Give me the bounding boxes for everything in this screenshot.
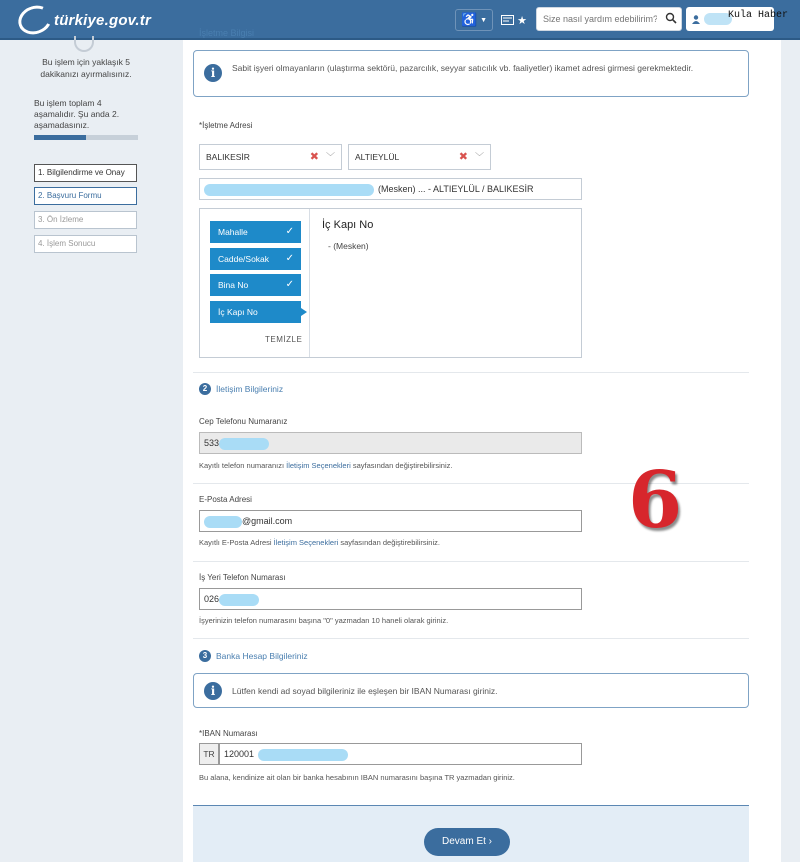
email-field[interactable] [199,510,582,532]
section-number: 2 [199,383,211,395]
address-step-label: Mahalle [218,227,248,237]
address-step-label: Cadde/Sokak [218,254,270,264]
workphone-hint: İşyerinizin telefon numarasını başına "0" yazmadan 10 haneli olarak giriniz. [199,616,449,625]
check-icon: ✓ [285,253,294,264]
address-step-cadde[interactable] [210,248,301,270]
user-icon [692,15,700,24]
email-label: E-Posta Adresi [199,495,252,504]
logo-text: türkiye.gov.tr [54,11,151,29]
contact-options-link[interactable]: İletişim Seçenekleri [273,538,339,547]
section3-header [199,650,308,662]
timer-icon [74,36,94,52]
email-hint [199,538,440,547]
divider [193,561,749,562]
address-line-text: (Mesken) ... - ALTIEYLÜL / BALIKESİR [378,184,534,194]
contact-options-link[interactable]: İletişim Seçenekleri [286,461,351,470]
step-info: Bu işlem toplam 4 aşamalıdır. Şu anda 2. aşamadasınız. [34,98,120,130]
phone-field [199,432,582,454]
district-select[interactable] [348,144,491,170]
inner-door-title: İç Kapı No [322,219,374,231]
search-box [536,7,682,31]
chevron-down-icon: ▼ [480,16,488,24]
card-icon [501,15,514,25]
section3-title: Banka Hesap Bilgileriniz [216,651,308,661]
hint-text: Kayıtlı telefon numaranızı [199,461,287,470]
form-footer [193,805,749,862]
hint-text: sayfasından değiştirebilirsiniz. [350,461,453,470]
workphone-field[interactable] [199,588,582,610]
clear-icon[interactable]: ✖ [309,151,319,163]
address-step-mahalle[interactable] [210,221,301,243]
iban-field[interactable] [219,743,582,765]
iban-value: 120001 [224,749,255,759]
accessibility-button[interactable] [455,9,493,31]
info-box-address [193,50,749,97]
redacted-email [204,516,242,528]
section-number: 3 [199,650,211,662]
search-input[interactable] [537,8,657,30]
favorites-button[interactable] [498,9,530,31]
info-box-iban [193,673,749,708]
check-icon: ✓ [285,226,294,237]
e-logo-icon [14,1,56,39]
divider [193,372,749,373]
phone-value: 533 [204,438,220,448]
clear-button[interactable]: TEMİZLE [265,335,303,344]
address-step-label: Bina No [218,280,249,290]
address-steps [200,209,310,357]
chevron-down-icon: ﹀ [474,152,484,162]
info-icon: i [204,682,222,700]
redacted-workphone [219,594,259,606]
form-panel [183,28,781,862]
step-1[interactable]: 1. Bilgilendirme ve Onay [34,164,137,182]
address-step-bina[interactable] [210,274,301,296]
search-icon[interactable] [665,12,677,24]
progress-fill [34,135,86,140]
watermark-text: Kula Haber [728,10,789,21]
iban-hint: Bu alana, kendinize ait olan bir banka hesabının IBAN numarasını başına TR yazmadan giriniz. [199,773,515,782]
step-4: 4. İşlem Sonucu [34,235,137,253]
redacted-iban [258,749,348,761]
section2-title: İletişim Bilgileriniz [216,384,284,394]
address-picker [199,208,582,358]
hint-text: Kayıtlı E-Posta Adresi [199,538,274,547]
step-3: 3. Ön İzleme [34,211,137,229]
accessibility-icon: ♿ [460,12,478,27]
check-icon: ✓ [285,279,294,290]
iban-label: *IBAN Numarası [199,729,258,738]
section1-title: İşletme Bilgisi [199,28,255,38]
iban-prefix: TR [199,743,219,765]
star-icon: ★ [517,14,527,27]
clear-icon[interactable]: ✖ [458,151,468,163]
province-select[interactable] [199,144,342,170]
email-value: @gmail.com [242,516,293,526]
time-info: Bu işlem için yaklaşık 5 dakikanızı ayırmalısınız. [40,57,132,79]
chevron-down-icon: ﹀ [325,152,335,162]
district-value: ALTIEYLÜL [355,152,400,162]
overlay-number: 6 [628,455,683,546]
info-icon: i [204,64,222,82]
address-line [199,178,582,200]
hint-text: sayfasından değiştirebilirsiniz. [338,538,440,547]
workphone-label: İş Yeri Telefon Numarası [199,573,286,582]
address-step-ic-kapi[interactable] [210,301,301,323]
address-label: *İşletme Adresi [199,121,253,130]
left-sidebar [0,42,163,862]
info-text-address: Sabit işyeri olmayanların (ulaştırma sektörü, pazarcılık, seyyar satıcılık vb. faaliyetler) ikamet adresi girmesi gerekmektedir. [232,63,694,73]
inner-door-option[interactable]: - (Mesken) [328,241,369,251]
logo[interactable] [18,4,151,36]
workphone-value: 026 [204,594,220,604]
address-step-label: İç Kapı No [218,307,258,317]
section2-header [199,383,283,395]
redacted-phone [219,438,269,450]
phone-hint [199,461,452,470]
divider [193,638,749,639]
info-text-iban: Lütfen kendi ad soyad bilgileriniz ile eşleşen bir IBAN Numarası giriniz. [232,686,498,696]
province-value: BALIKESİR [206,152,250,162]
top-header [0,0,800,40]
phone-label: Cep Telefonu Numaranız [199,417,288,426]
redacted-address [204,184,374,196]
step-2[interactable]: 2. Başvuru Formu [34,187,137,205]
continue-button[interactable]: Devam Et › [424,828,510,856]
progress-bar [34,135,138,140]
